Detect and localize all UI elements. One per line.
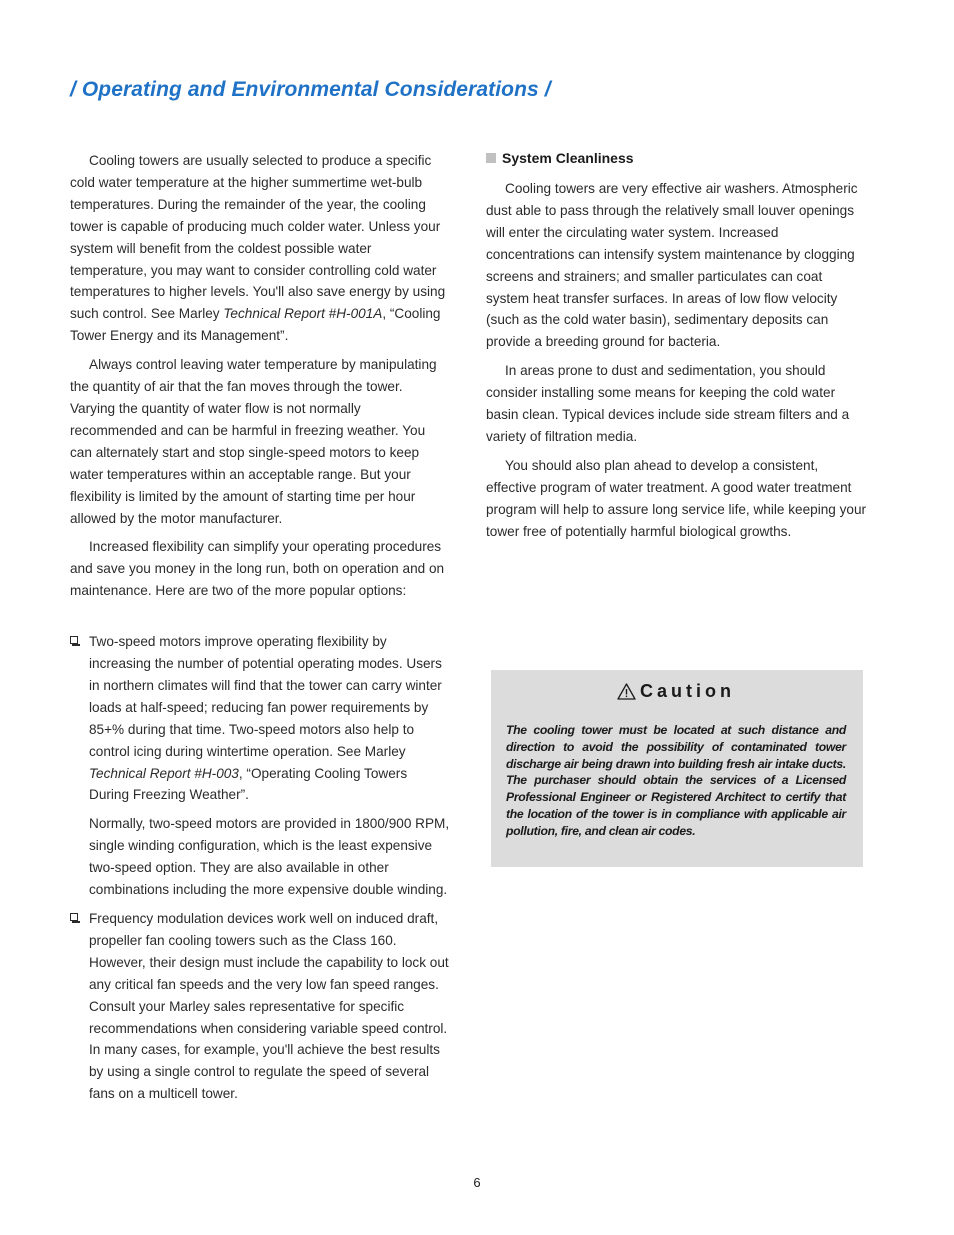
water-treatment-paragraph: You should also plan ahead to develop a consistent, effective program of water treatment. A good water treatment program will help to assure long service life, while keeping your tower free of potentially harmful biological growths. bbox=[486, 457, 867, 539]
list-item: Two-speed motors improve operating flexibility by increasing the number of potential operating modes. Users in northern climates will find that the tower can carry winter loads at half-speed; reducing fan power requirements by 85+% during that time. Two-speed motors also help to control icing during wintertime operation. See Marley Technical Report #H-003, “Operating Cooling Towers During Freezing Weather”. bbox=[70, 631, 450, 806]
caution-text: The cooling tower must be located at such distance and direction to avoid the possibility of contaminated tower discharge air being drawn into building fresh air intake ducts. The purchaser should obtain the services of a Licensed Professional Engineer or Registered Architect to certify that the location of the tower is in compliance with applicable air pollution, fire, and clean air codes. bbox=[506, 723, 846, 838]
intro-paragraph: Cooling towers are usually selected to produce a specific cold water temperature at the higher summertime wet-bulb temperatures. During the remainder of the year, the cooling tower is capable of producing much colder water. Unless your system will benefit from the coldest possible water temperature, you may want to consider controlling cold water temperatures to higher levels. You'll also save energy by using such control. See Marley Technical Report #H-001A, “Cooling Tower Energy and its Management”. bbox=[70, 153, 446, 344]
page-number: 6 bbox=[473, 1175, 481, 1190]
caution-title: Caution bbox=[640, 681, 735, 701]
cleanliness-paragraph: Cooling towers are very effective air washers. Atmospheric dust able to pass through the relatively small louver openings will enter the circulating water system. Increased concentrations can intensify system maintenance by clogging screens and strainers; and smaller particulates can coat system heat transfer surfaces. In areas of low flow velocity (such as the cold water basin), sedimentary deposits can provide a breeding ground for bacteria. bbox=[486, 181, 858, 350]
sedimentation-paragraph: In areas prone to dust and sedimentation, you should consider installing some means for keeping the cold water basin clean. Typical devices include side stream filters and a variety of filtration media. bbox=[486, 363, 850, 444]
checkbox-bullet-icon bbox=[70, 636, 78, 644]
square-bullet-icon bbox=[486, 153, 496, 163]
checkbox-bullet-icon bbox=[70, 913, 78, 921]
right-column bbox=[486, 150, 868, 543]
left-column bbox=[70, 150, 450, 1105]
flexibility-paragraph: Increased flexibility can simplify your operating procedures and save you money in the long run, both on operation and on maintenance. Here are two of the more popular options: bbox=[70, 539, 445, 599]
section-heading: System Cleanliness bbox=[486, 150, 868, 166]
control-paragraph: Always control leaving water temperature by manipulating the quantity of air that the fan moves through the tower. Varying the quantity of water flow is not normally recommended and can be harmful in freezing weather. You can alternately start and stop single-speed motors to keep water temperatures within an acceptable range. But your flexibility is limited by the amount of starting time per hour allowed by the motor manufacturer. bbox=[70, 357, 437, 526]
caution-box bbox=[491, 670, 863, 867]
caution-header bbox=[506, 681, 846, 702]
warning-triangle-icon bbox=[617, 683, 636, 700]
list-item: Frequency modulation devices work well on induced draft, propeller fan cooling towers such as the Class 160. However, their design must include the capability to lock out any critical fan speeds and the very low fan speed ranges. Consult your Marley sales representative for specific recommendations when considering variable speed control. In many cases, for example, you'll achieve the best results by using a single control to regulate the speed of several fans on a multicell tower. bbox=[70, 908, 450, 1105]
technical-report-ref: Technical Report #H-003 bbox=[89, 765, 239, 781]
page-title: / Operating and Environmental Considerations / bbox=[70, 78, 551, 101]
technical-report-ref: Technical Report #H-001A bbox=[223, 306, 383, 322]
list-item-subparagraph: Normally, two-speed motors are provided in 1800/900 RPM, single winding configuration, which is the least expensive two-speed option. They are also available in other combinations including the more expensive double winding. bbox=[89, 816, 450, 898]
